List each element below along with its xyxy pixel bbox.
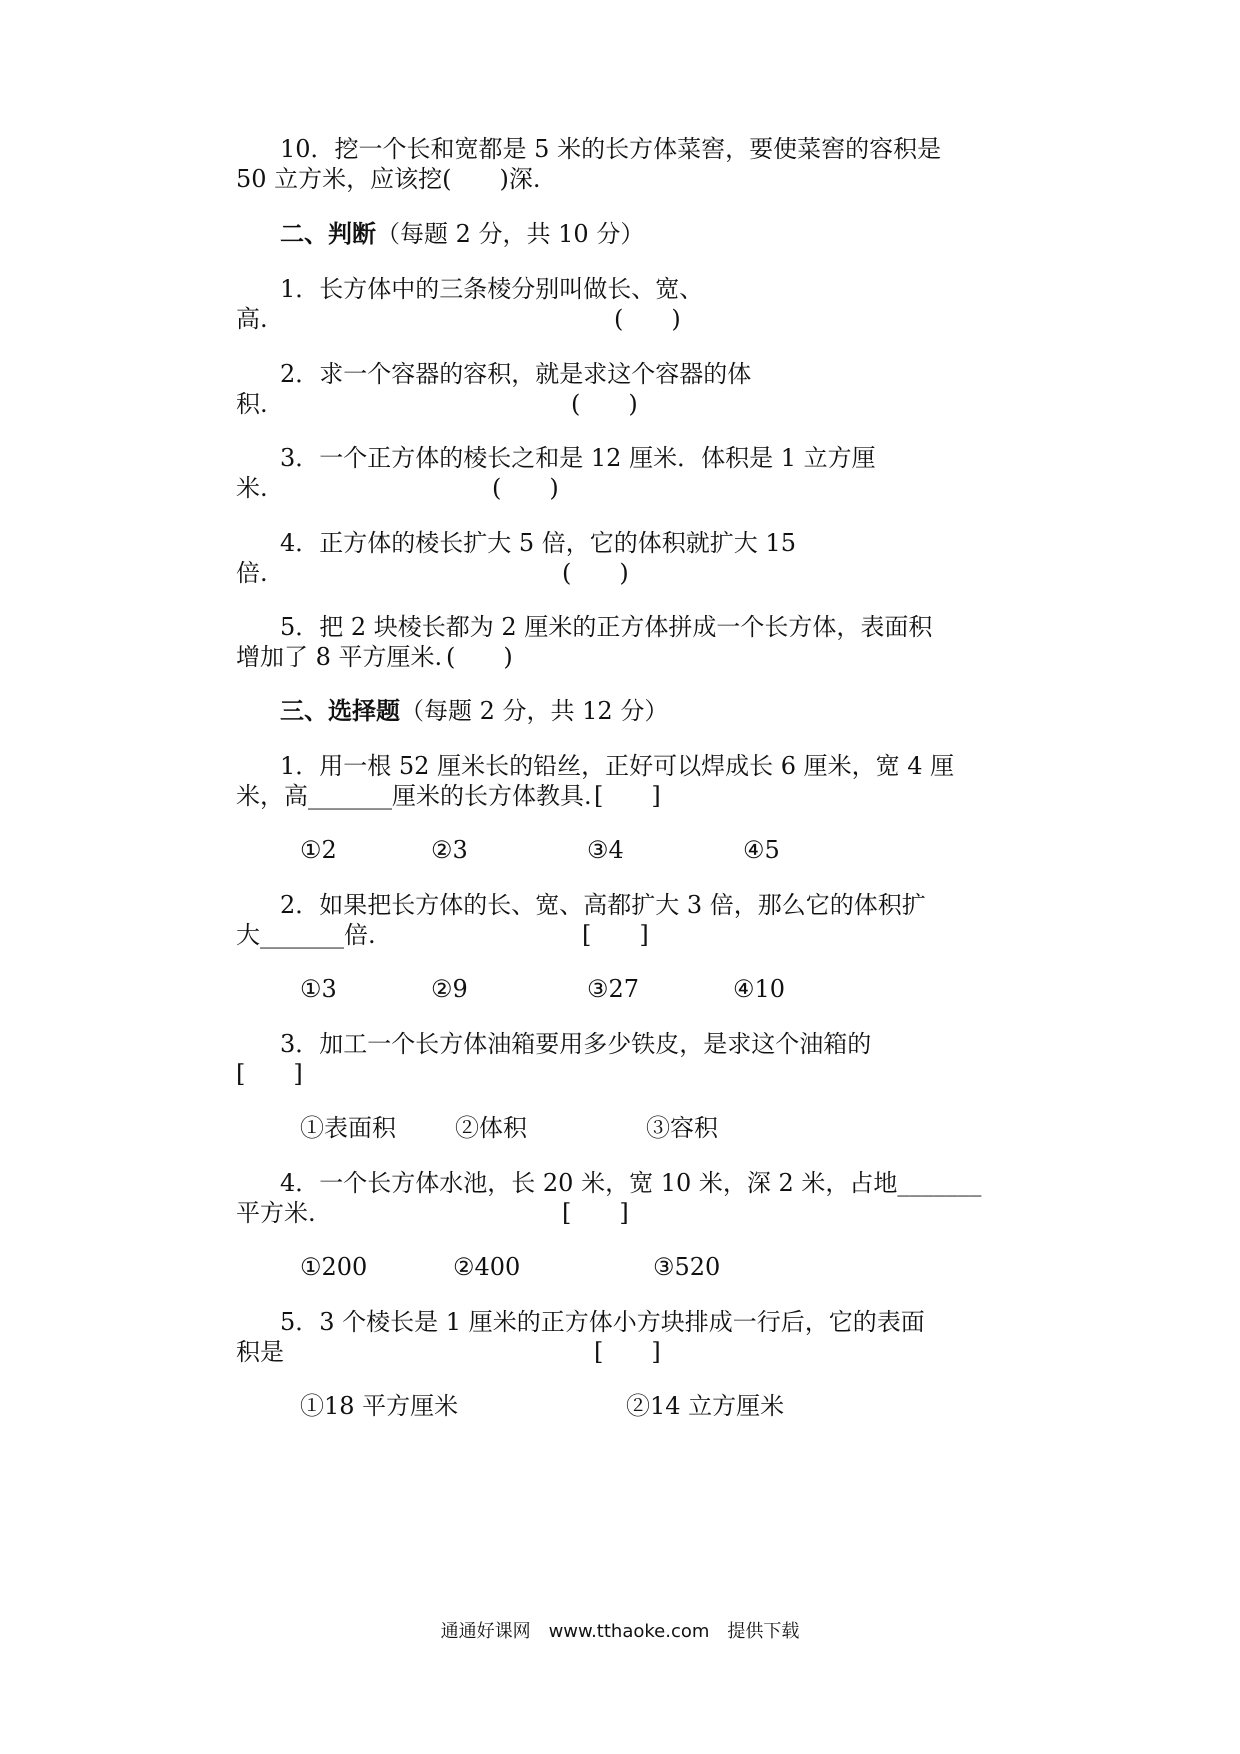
s2-q2-line2: 积. [236,390,268,418]
s2-q5-answer-blank[interactable]: ( ) [446,643,513,671]
s3-q2-option-3[interactable]: ③27 [587,975,640,1003]
s3-q2-line1: 2．如果把长方体的长、宽、高都扩大 3 倍，那么它的体积扩 [280,891,926,919]
s3-q4-line1: 4．一个长方体水池，长 20 米，宽 10 米，深 2 米，占地_______ [280,1169,982,1197]
s2-q3-line2: 米. [236,474,268,502]
s3-q1-line1: 1．用一根 52 厘米长的铅丝，正好可以焊成长 6 厘米，宽 4 厘 [280,752,955,780]
s3-q2-line2: 大_______倍. [236,921,376,949]
s2-q4-line2: 倍. [236,559,268,587]
s2-q2-answer-blank[interactable]: ( ) [571,390,638,418]
s3-q4-line2: 平方米. [236,1199,316,1227]
s3-q4-option-3[interactable]: ③520 [653,1253,721,1281]
s3-q1-option-3[interactable]: ③4 [587,836,624,864]
s3-q4-option-1[interactable]: ①200 [300,1253,368,1281]
s3-q5-option-2[interactable]: ②14 立方厘米 [626,1392,785,1420]
s2-q4-answer-blank[interactable]: ( ) [562,559,629,587]
s2-q5-line2: 增加了 8 平方厘米. [236,643,443,671]
section3-header [280,696,668,726]
section3-note: （每题 2 分，共 12 分） [400,697,669,725]
s2-q5-line1: 5．把 2 块棱长都为 2 厘米的正方体拼成一个长方体，表面积 [280,613,933,641]
s3-q2-option-1[interactable]: ①3 [300,975,337,1003]
s3-q2-option-4[interactable]: ④10 [733,975,786,1003]
s3-q2-answer-blank[interactable]: [ ] [582,921,649,949]
s3-q5-answer-blank[interactable]: [ ] [594,1338,661,1366]
s3-q3-answer-blank[interactable]: [ ] [236,1060,303,1088]
q10-line2: 50 立方米，应该挖( )深. [236,165,541,193]
s3-q3-option-2[interactable]: ②体积 [455,1114,527,1142]
s3-q2-option-2[interactable]: ②9 [431,975,468,1003]
section3-heading: 三、选择题 [280,696,400,725]
s3-q5-line2: 积是 [236,1338,284,1366]
section2-note: （每题 2 分，共 10 分） [376,220,645,248]
s2-q4-line1: 4．正方体的棱长扩大 5 倍，它的体积就扩大 15 [280,529,796,557]
s3-q5-line1: 5．3 个棱长是 1 厘米的正方体小方块排成一行后，它的表面 [280,1308,925,1336]
s3-q1-option-4[interactable]: ④5 [743,836,780,864]
q10-line1: 10．挖一个长和宽都是 5 米的长方体菜窖，要使菜窖的容积是 [280,135,942,163]
s3-q1-option-2[interactable]: ②3 [431,836,468,864]
s2-q3-line1: 3．一个正方体的棱长之和是 12 厘米．体积是 1 立方厘 [280,444,876,472]
footer-source: 通通好课网 www.tthaoke.com 提供下载 [440,1621,800,1642]
section2-header [280,219,644,249]
s2-q1-line2: 高. [236,305,268,333]
s3-q1-option-1[interactable]: ①2 [300,836,337,864]
s3-q4-option-2[interactable]: ②400 [453,1253,521,1281]
s2-q3-answer-blank[interactable]: ( ) [492,474,559,502]
s3-q4-answer-blank[interactable]: [ ] [562,1199,629,1227]
s2-q1-answer-blank[interactable]: ( ) [614,305,681,333]
section2-heading: 二、判断 [280,219,376,248]
s3-q3-option-3[interactable]: ③容积 [646,1114,718,1142]
s3-q3-option-1[interactable]: ①表面积 [300,1114,396,1142]
s2-q2-line1: 2．求一个容器的容积，就是求这个容器的体 [280,360,752,388]
s3-q5-option-1[interactable]: ①18 平方厘米 [300,1392,459,1420]
s3-q1-answer-blank[interactable]: [ ] [594,782,661,810]
s3-q3-line1: 3．加工一个长方体油箱要用多少铁皮，是求这个油箱的 [280,1030,872,1058]
s3-q1-line2: 米，高_______厘米的长方体教具. [236,782,592,810]
s2-q1-line1: 1．长方体中的三条棱分别叫做长、宽、 [280,275,704,303]
